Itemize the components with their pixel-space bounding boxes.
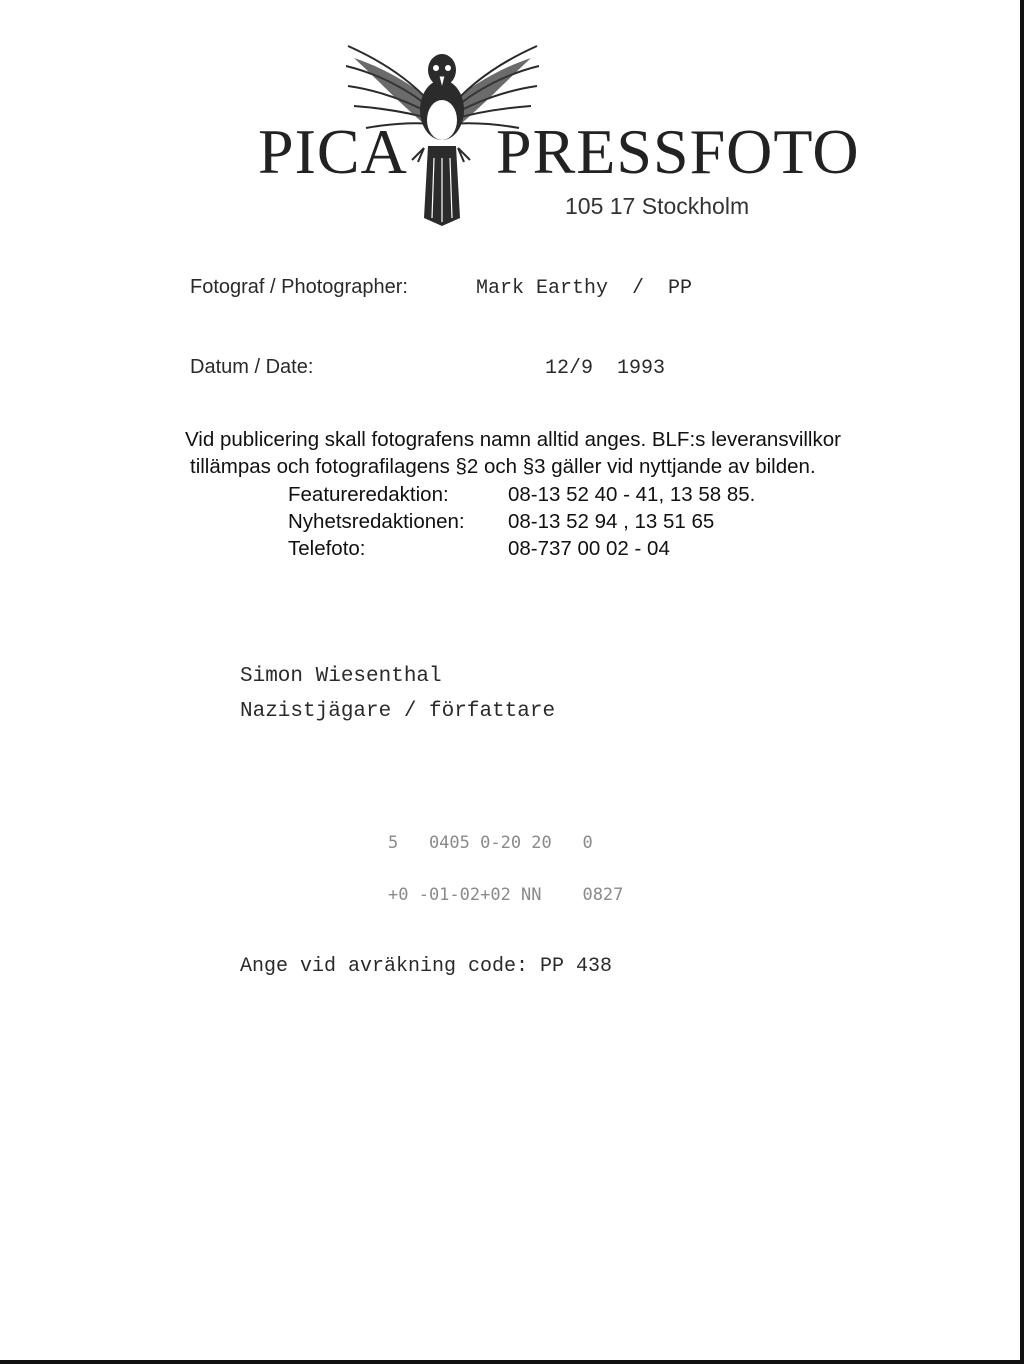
photographer-value: Mark Earthy / PP <box>476 277 693 300</box>
date-value: 12/9 1993 <box>545 357 666 380</box>
stamp-code-line-2: +0 -01-02+02 NN 0827 <box>388 885 624 905</box>
contact-label-feature: Featureredaktion: <box>288 483 449 506</box>
frame-line-right <box>1020 0 1024 1364</box>
date-label: Datum / Date: <box>190 356 314 378</box>
stamp-code-line-1: 5 0405 0-20 20 0 <box>388 833 593 853</box>
frame-line-bottom <box>0 1360 1024 1364</box>
logo-wordmark-right: PRESSFOTO <box>496 116 860 187</box>
logo-wordmark-left: PICA <box>258 116 408 187</box>
billing-code: Ange vid avräkning code: PP 438 <box>240 955 613 978</box>
contact-value-telefoto: 08-737 00 02 - 04 <box>508 537 670 560</box>
logo-address: 105 17 Stockholm <box>565 193 750 219</box>
caption-role: Nazistjägare / författare <box>240 700 556 723</box>
contact-label-telefoto: Telefoto: <box>288 537 366 560</box>
photographer-label: Fotograf / Photographer: <box>190 276 408 298</box>
contact-label-news: Nyhetsredaktionen: <box>288 510 465 533</box>
publication-notice-line-2: tillämpas och fotografilagens §2 och §3 gäller vid nyttjande av bilden. <box>190 455 816 478</box>
contact-value-news: 08-13 52 94 , 13 51 65 <box>508 510 715 533</box>
publication-notice-line-1: Vid publicering skall fotografens namn alltid anges. BLF:s leveransvillkor <box>185 428 841 451</box>
contact-value-feature: 08-13 52 40 - 41, 13 58 85. <box>508 483 756 506</box>
caption-name: Simon Wiesenthal <box>240 665 442 688</box>
